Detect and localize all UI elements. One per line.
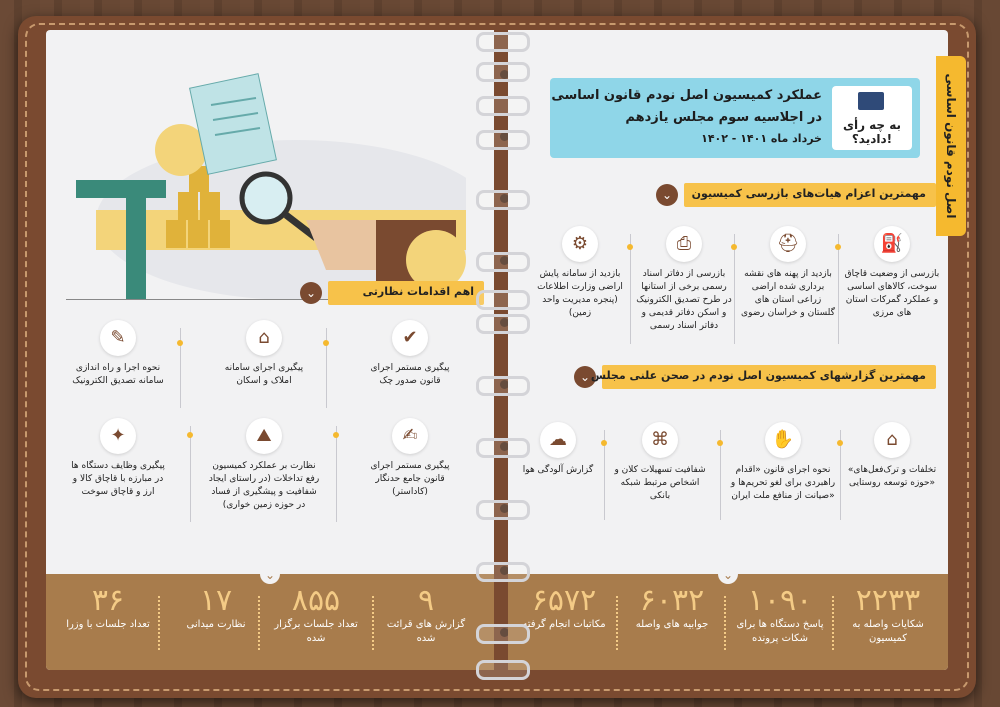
left-item: ⌂ پیگیری اجرای سامانه املاک و اسکان <box>216 320 312 388</box>
right-item: ⚙ بازدید از سامانه پایش اراضی وزارت اطلاعات (پنجره مدیریت واحد زمین) <box>532 226 628 320</box>
divider <box>190 426 191 522</box>
stat: ۹ گزارش های قرائت شده <box>386 583 466 644</box>
divider-dot <box>731 244 737 250</box>
divider <box>838 234 839 344</box>
mask-icon: ☁ <box>540 422 576 458</box>
village-icon: ⌂ <box>874 422 910 458</box>
date-range: خرداد ماه ۱۴۰۱ - ۱۴۰۲ <box>701 132 822 145</box>
page-title: عملکرد کمیسیون اصل نودم قانون اساسی <box>551 88 822 103</box>
fuel-icon: ⛽ <box>874 226 910 262</box>
left-item: ✍ پیگیری مستمر اجرای قانون جامع حدنگار (کاداستر) <box>362 418 458 499</box>
stat: ۶۵۷۲ مکاتبات انجام گرفته <box>522 583 606 630</box>
left-item: ✦ پیگیری وظایف دستگاه ها در مبارزه با قاچاق کالا و ارز و قاچاق سوخت <box>70 418 166 499</box>
stat-divider <box>832 596 834 650</box>
certificate-icon: ✎ <box>100 320 136 356</box>
house-search-icon: ⌂ <box>246 320 282 356</box>
campaign-logo: به چه رأی دادید؟! <box>832 86 912 150</box>
page-subtitle: در اجلاسیه سوم مجلس یازدهم <box>625 110 822 125</box>
hands-icon: ✋ <box>765 422 801 458</box>
stat-divider <box>372 596 374 650</box>
right-section2-title: مهمترین گزارشهای کمیسیون اصل نودم در صحن علنی مجلس <box>602 365 936 389</box>
divider-dot <box>627 244 633 250</box>
stat: ۱۰۹۰ پاسخ دستگاه ها برای شکات پرونده <box>736 583 824 644</box>
divider <box>336 426 337 522</box>
stat-divider <box>616 596 618 650</box>
stat: ۱۷ نظارت میدانی <box>186 583 246 630</box>
right-page <box>508 30 948 670</box>
divider-dot <box>323 340 329 346</box>
divider-dot <box>717 440 723 446</box>
header-banner <box>550 78 920 158</box>
left-section-title: اهم اقدامات نظارتی <box>328 281 484 305</box>
divider-dot <box>601 440 607 446</box>
right-item: ⛽ بازرسی از وضعیت قاچاق سوخت، کالاهای اساسی و عملکرد گمرکات استان های مرزی <box>844 226 940 320</box>
divider-dot <box>835 244 841 250</box>
stat-divider <box>724 596 726 650</box>
right-item: ⌘ شفافیت تسهیلات کلان و اشخاص مرتبط شبکه بانکی <box>612 422 708 503</box>
divider-dot <box>333 432 339 438</box>
down-arrow-icon: ⌄ <box>260 564 280 584</box>
divider <box>630 234 631 344</box>
right-section1-title: مهمترین اعزام هیات‌های بازرسی کمیسیون <box>684 183 936 207</box>
right-item: ⌂ «تخلفات و ترک‌فعل‌های حوزه توسعه روستایی» <box>844 422 940 490</box>
gear-icon: ⚙ <box>562 226 598 262</box>
stat: ۳۶ تعداد جلسات با وزرا <box>66 583 150 630</box>
right-stats-band <box>508 568 948 670</box>
stat: ۲۲۳۳ شکایات واصله به کمیسیون <box>852 583 924 644</box>
ballot-box-icon <box>858 92 884 110</box>
divider-dot <box>187 432 193 438</box>
stat: ۸۵۵ تعداد جلسات برگزار شده <box>274 583 358 644</box>
stat: ۶۰۳۲ جوابیه های واصله <box>635 583 709 630</box>
land-icon: ⛰ <box>246 418 282 454</box>
section-arrow-icon: ⌄ <box>656 184 678 206</box>
left-page <box>46 30 494 670</box>
cadastre-icon: ✍ <box>392 418 428 454</box>
left-item: ⛰ نظارت بر عملکرد کمیسیون رفع تداخلات (در راستای ایجاد شفافیت و پیشگیری از فساد در حوزه زمین خواری) <box>206 418 322 512</box>
right-item: ☁ گزارش آلودگی هوا <box>520 422 596 477</box>
stat-divider <box>158 596 160 650</box>
section-arrow-icon: ⌄ <box>300 282 322 304</box>
worker-icon: ⛑ <box>770 226 806 262</box>
bank-icon: ⌘ <box>642 422 678 458</box>
divider-dot <box>837 440 843 446</box>
check-document-icon: ✔ <box>392 320 428 356</box>
printer-icon: ⎙ <box>666 226 702 262</box>
divider-dot <box>177 340 183 346</box>
investigation-illustration <box>66 70 466 300</box>
left-stats-band <box>46 568 494 670</box>
section-arrow-icon: ⌄ <box>574 366 596 388</box>
right-item: ⛑ بازدید از پهنه های نقشه برداری شده اراضی زراعی استان های گلستان و خراسان رضوی <box>740 226 836 320</box>
divider <box>734 234 735 344</box>
left-item: ✔ پیگیری مستمر اجرای قانون صدور چک <box>362 320 458 388</box>
down-arrow-icon: ⌄ <box>718 564 738 584</box>
right-item: ✋ نحوه اجرای قانون «اقدام راهبردی برای لغو تحریم‌ها و صیانت از منافع ملت ایران» <box>730 422 836 503</box>
smuggling-icon: ✦ <box>100 418 136 454</box>
section-tab: اصل نودم قانون اساسی <box>936 56 966 236</box>
right-item: ⎙ بازرسی از دفاتر اسناد رسمی برخی از استانها در طرح تصدیق الکترونیک و اسکن دفاتر قدیمی و دفاتر اسناد رسمی <box>636 226 732 333</box>
left-item: ✎ نحوه اجرا و راه اندازی سامانه تصدیق الکترونیک <box>70 320 166 388</box>
